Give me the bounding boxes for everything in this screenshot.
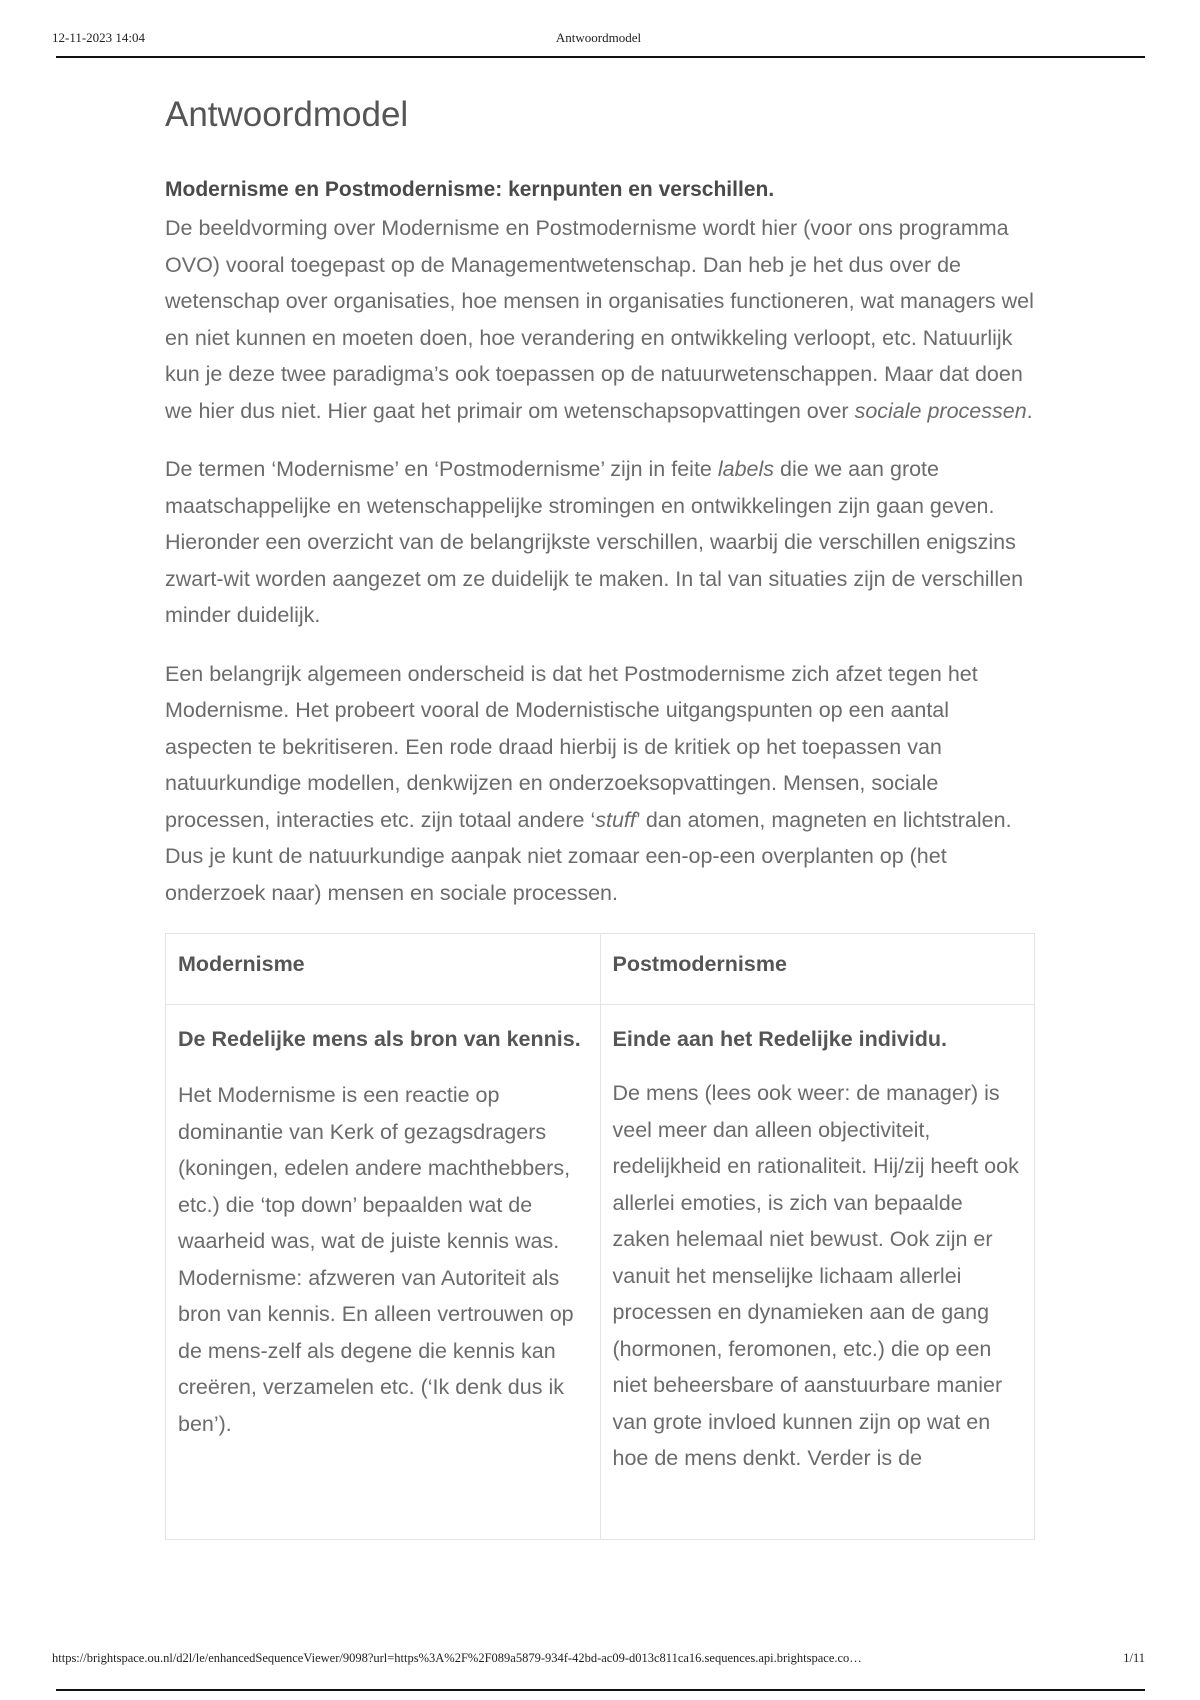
print-datetime: 12-11-2023 14:04 (52, 30, 146, 45)
cell-text: Het Modernisme is een reactie op dominantie van Kerk of gezagsdragers (koningen, edelen andere machthebbers, etc.) die ‘top down’ bepaalden wat de waarheid was, wat de juiste kennis was. Modernisme: afzweren van Autoriteit als bron van kennis. En alleen vertrouwen op de mens-zelf als degene die kennis kan creëren, verzamelen etc. (‘Ik denk dus ik ben’). (178, 1083, 574, 1436)
cell-postmodernisme (600, 1005, 1035, 1540)
paragraph-terms: De termen ‘Modernisme’ en ‘Postmodernisme’ zijn in feite labels die we aan grote maatschappelijke en wetenschappelijke stromingen en ontwikkelingen zijn gaan geven. Hieronder een overzicht van de belangrijkste verschillen, waarbij die verschillen enigszins zwart-wit worden aangezet om ze duidelijk te maken. In tal van situaties zijn de verschillen minder duidelijk. (165, 457, 1024, 627)
table-row (166, 1005, 1035, 1540)
cell-modernisme (166, 1005, 601, 1540)
source-url: https://brightspace.ou.nl/d2l/le/enhancedSequenceViewer/9098?url=https%3A%2F%2F089a5879-934f-42bd-ac09-d013c811ca16.sequences.api.brightspace.co… (52, 1651, 862, 1665)
cell-title: Einde aan het Redelijke individu. (612, 1027, 948, 1051)
paragraph-distinction: Een belangrijk algemeen onderscheid is dat het Postmodernisme zich afzet tegen het Modernisme. Het probeert vooral de Modernistische uitgangspunten op een aantal aspecten te bekritiseren. Een rode draad hierbij is de kritiek op het toepassen van natuurkundige modellen, denkwijzen en onderzoeksopvattingen. Mensen, sociale processen, interacties etc. zijn totaal andere ‘stuff’ dan atomen, magneten en lichtstralen. Dus je kunt de natuurkundige aanpak niet zomaar een-op-een overplanten op (het onderzoek naar) mensen en sociale processen. (165, 661, 1012, 905)
section-heading: Modernisme en Postmodernisme: kernpunten en verschillen. (165, 178, 775, 201)
header-divider (56, 56, 1145, 58)
cell-title: De Redelijke mens als bron van kennis. (178, 1027, 581, 1051)
document-content (165, 90, 1035, 1540)
column-header-modernisme: Modernisme (166, 934, 601, 1005)
print-header (52, 28, 1145, 50)
print-page-title: Antwoordmodel (555, 30, 642, 45)
comparison-table (165, 933, 1035, 1540)
page-title: Antwoordmodel (165, 95, 409, 134)
cell-text: De mens (lees ook weer: de manager) is veel meer dan alleen objectiviteit, redelijkheid en rationaliteit. Hij/zij heeft ook allerlei emoties, is zich van bepaalde zaken helemaal niet bewust. Ook zijn er vanuit het menselijke lichaam allerlei processen en dynamieken aan de gang (hormonen, feromonen, etc.) die op een niet beheersbare of aanstuurbare manier van grote invloed kunnen zijn op wat en hoe de mens denkt. Verder is de (612, 1081, 1019, 1470)
column-header-postmodernisme: Postmodernisme (600, 934, 1035, 1005)
page-cut (0, 1640, 1200, 1650)
paragraph-intro: De beeldvorming over Modernisme en Postmodernisme wordt hier (voor ons programma OVO) vooral toegepast op de Managementwetenschap. Dan heb je het dus over de wetenschap over organisaties, hoe mensen in organisaties functioneren, wat managers wel en niet kunnen en moeten doen, hoe verandering en ontwikkeling verloopt, etc. Natuurlijk kun je deze twee paradigma’s ook toepassen op de natuurwetenschappen. Maar dat doen we hier dus niet. Hier gaat het primair om wetenschapsopvattingen over sociale processen. (165, 216, 1034, 423)
page-number: 1/11 (1123, 1651, 1145, 1665)
table-header-row (166, 934, 1035, 1005)
footer-divider (56, 1689, 1145, 1691)
